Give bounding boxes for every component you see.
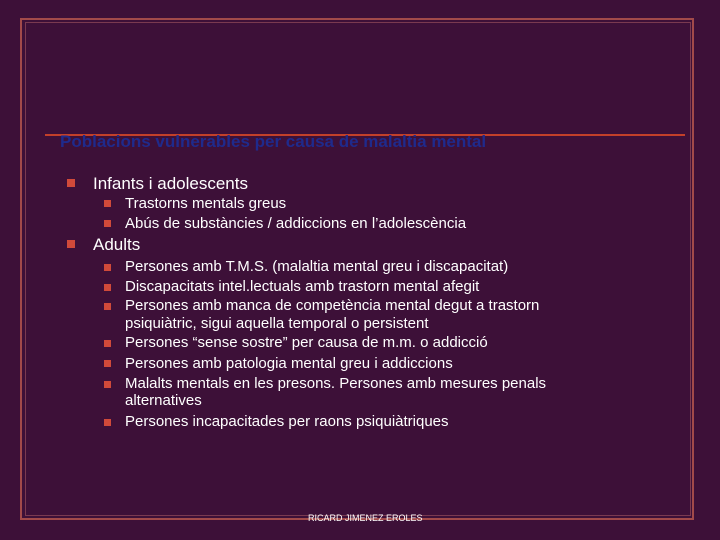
bullet-icon — [104, 284, 111, 291]
bullet-icon — [104, 264, 111, 271]
list-item: Persones amb T.M.S. (malaltia mental greu i discapacitat) — [125, 258, 509, 275]
section-label: Adults — [93, 235, 141, 254]
bullet-icon — [104, 200, 111, 207]
bullet-icon — [67, 179, 75, 187]
list-item: Persones amb manca de competència mental degut a trastorn — [125, 297, 540, 314]
bullet-icon — [104, 381, 111, 388]
section-label: Infants i adolescents — [93, 174, 248, 193]
slide-title: Poblacions vulnerables per causa de malaltia mental — [60, 132, 487, 151]
list-item: Discapacitats intel.lectuals amb trastorn mental afegit — [125, 278, 480, 295]
list-item: Trastorns mentals greus — [125, 195, 287, 212]
list-item-continuation: psiquiàtric, sigui aquella temporal o persistent — [125, 315, 429, 332]
list-item: Malalts mentals en les presons. Persones amb mesures penals — [125, 375, 547, 392]
list-item-continuation: alternatives — [125, 392, 202, 409]
bullet-icon — [104, 340, 111, 347]
list-item: Persones “sense sostre” per causa de m.m. o addicció — [125, 334, 488, 351]
bullet-icon — [104, 220, 111, 227]
bullet-icon — [104, 303, 111, 310]
bullet-icon — [104, 360, 111, 367]
bullet-icon — [104, 419, 111, 426]
list-item: Persones incapacitades per raons psiquiàtriques — [125, 413, 449, 430]
list-item: Persones amb patologia mental greu i addiccions — [125, 355, 453, 372]
slide-footer: RICARD JIMENEZ EROLES — [308, 513, 423, 523]
list-item: Abús de substàncies / addiccions en l’adolescència — [125, 215, 467, 232]
bullet-icon — [67, 240, 75, 248]
